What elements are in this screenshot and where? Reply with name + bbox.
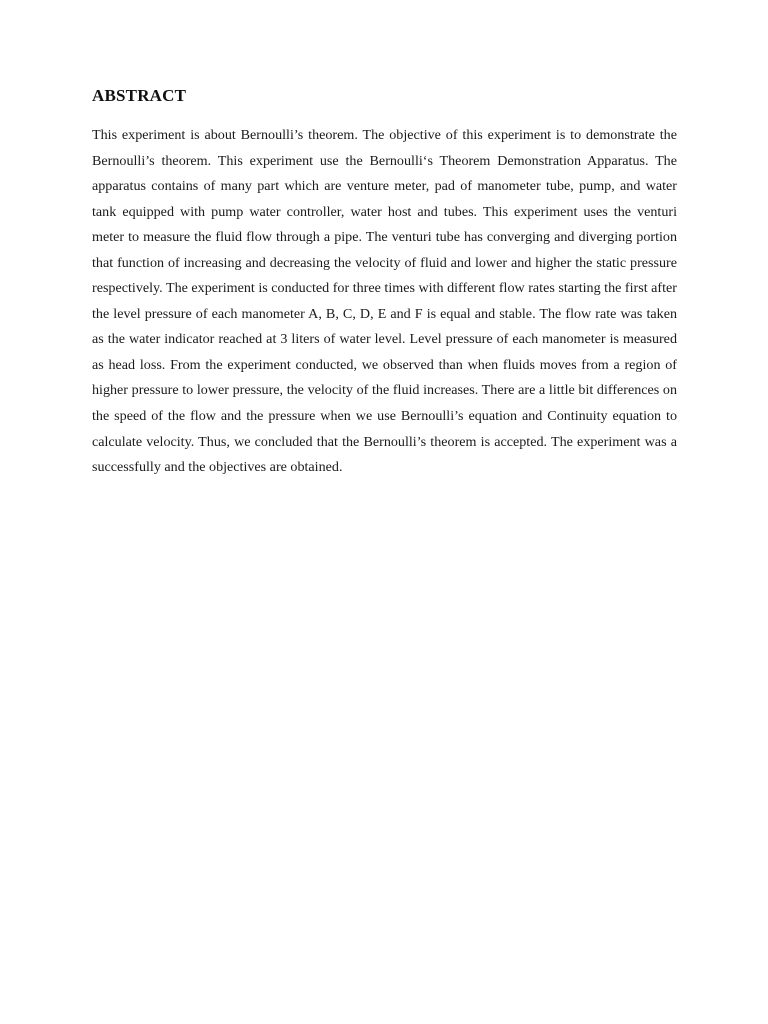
abstract-heading: ABSTRACT [92,86,187,105]
abstract-paragraph: This experiment is about Bernoulli’s theorem. The objective of this experiment is to demonstrate the Bernoulli’s theorem. This experiment use the Bernoulli‘s Theorem Demonstration Apparatus. The apparatus contains of many part which are venture meter, pad of manometer tube, pump, and water tank equipped with pump water controller, water host and tubes. This experiment uses the venturi meter to measure the fluid flow through a pipe. The venturi tube has converging and diverging portion that function of increasing and decreasing the velocity of fluid and lower and higher the static pressure respectively. The experiment is conducted for three times with different flow rates starting the first after the level pressure of each manometer A, B, C, D, E and F is equal and stable. The flow rate was taken as the water indicator reached at 3 liters of water level. Level pressure of each manometer is measured as head loss. From the experiment conducted, we observed than when fluids moves from a region of higher pressure to lower pressure, the velocity of the fluid increases. There are a little bit differences on the speed of the flow and the pressure when we use Bernoulli’s equation and Continuity equation to calculate velocity. Thus, we concluded that the Bernoulli’s theorem is accepted. The experiment was a successfully and the objectives are obtained. [92,127,677,476]
